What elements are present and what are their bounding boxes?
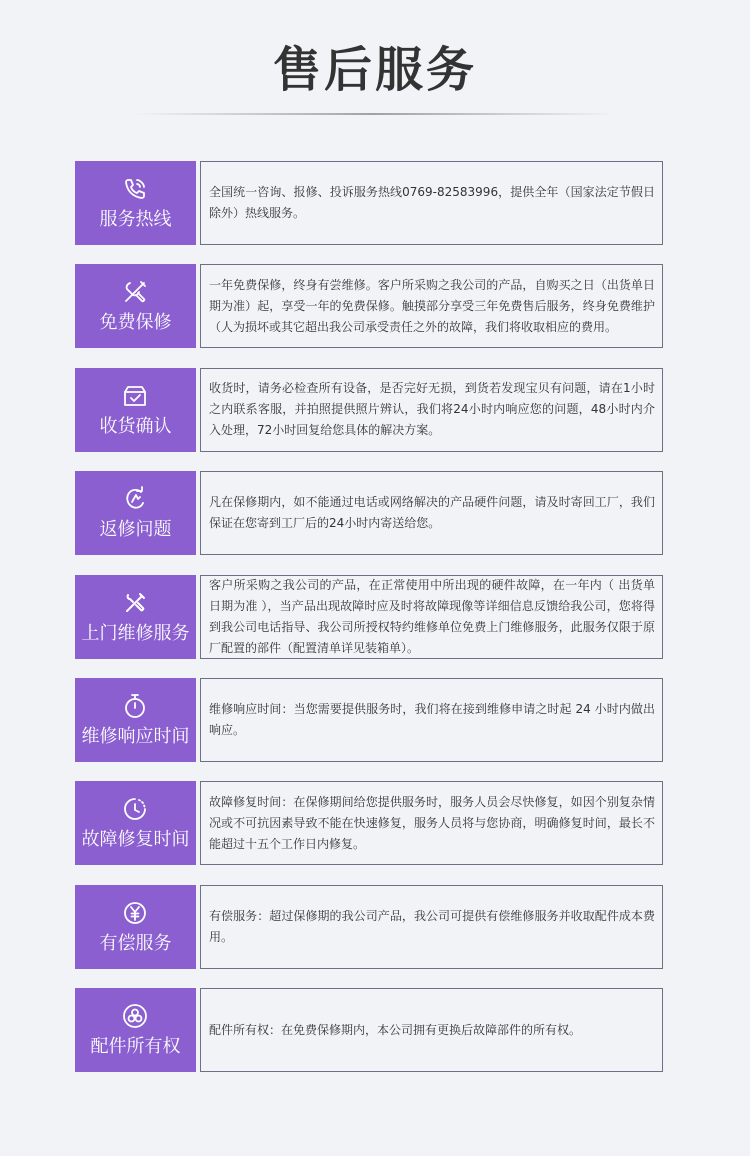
service-label: 返修问题 — [99, 519, 172, 541]
service-row-free-warranty — [75, 264, 663, 348]
box-check-icon — [121, 382, 149, 410]
service-description-box — [200, 678, 663, 762]
service-label: 收货确认 — [99, 415, 172, 437]
service-label-box — [75, 678, 196, 762]
service-label: 维修响应时间 — [81, 725, 190, 747]
parts-icon — [121, 1002, 149, 1030]
service-description: 维修响应时间：当您需要提供服务时，我们将在接到维修申请之时起 24 小时内做出响应。 — [209, 701, 655, 737]
service-label-box — [75, 161, 196, 245]
service-description: 有偿服务：超过保修期的我公司产品，我公司可提供有偿维修服务并收取配件成本费用。 — [209, 908, 655, 944]
service-description: 全国统一咨询、报修、投诉服务热线0769-82583996，提供全年（国家法定节假日除外）热线服务。 — [209, 185, 655, 220]
service-description-box — [200, 471, 663, 555]
phone-icon — [121, 175, 149, 203]
service-label-box — [75, 885, 196, 969]
yen-icon — [121, 899, 149, 927]
service-label: 故障修复时间 — [81, 829, 190, 851]
service-label: 服务热线 — [99, 209, 172, 230]
service-label: 上门维修服务 — [81, 622, 190, 644]
service-description: 凡在保修期内，如不能通过电话或网络解决的产品硬件问题，请及时寄回工厂，我们保证在您寄到工厂后的24小时内寄送给您。 — [209, 495, 655, 531]
service-row-repair-time — [75, 781, 663, 865]
service-description-box — [200, 575, 663, 659]
service-label: 免费保修 — [99, 312, 172, 334]
service-description-box — [200, 988, 663, 1072]
service-description-box — [200, 161, 663, 245]
service-row-hotline — [75, 161, 663, 245]
service-description: 收货时，请务必检查所有设备，是否完好无损，到货若发现宝贝有问题，请在1小时之内联系客服，并拍照提供照片辨认，我们将24小时内响应您的问题，48小时内介入处理，72小时回复给您具体的解决方案。 — [209, 381, 655, 438]
page-title: 售后服务 — [272, 42, 477, 98]
service-description-box — [200, 264, 663, 348]
service-description: 一年免费保修，终身有尝维修。客户所采购之我公司的产品，自购买之日（出货单日期为准）起，享受一年的免费保修。触摸部分享受三年免费售后服务，终身免费维护（人为损坏或其它超出我公司承受责任之外的故障，我们将收取相应的费用。 — [209, 277, 655, 334]
service-row-onsite-repair — [75, 575, 663, 659]
service-description-box — [200, 781, 663, 865]
service-label-box — [75, 988, 196, 1072]
service-label-box — [75, 264, 196, 348]
service-row-paid-service — [75, 885, 663, 969]
service-description: 客户所采购之我公司的产品，在正常使用中所出现的硬件故障，在一年内（ 出货单日期为准 ），当产品出现故障时应及时将故障现像等详细信息反馈给我公司，您将得到我公司电话指导、我公司所授权特约维修单位免费上门维修服务，此服务仅限于原厂配置的部件（配置清单详见装箱单）。 — [209, 577, 655, 655]
service-label-box — [75, 368, 196, 452]
service-label: 配件所有权 — [90, 1036, 181, 1058]
service-description-box — [200, 885, 663, 969]
service-description-box — [200, 368, 663, 452]
service-label: 有偿服务 — [99, 932, 172, 954]
service-row-response-time — [75, 678, 663, 762]
wrench-screwdriver-icon — [121, 589, 149, 617]
service-description: 配件所有权：在免费保修期内，本公司拥有更换后故障部件的所有权。 — [209, 1022, 582, 1037]
return-icon — [121, 485, 149, 513]
service-row-parts-ownership — [75, 988, 663, 1072]
service-label-box — [75, 781, 196, 865]
tools-icon — [121, 278, 149, 306]
service-row-repair-return — [75, 471, 663, 555]
service-label-box — [75, 471, 196, 555]
service-description: 故障修复时间：在保修期间给您提供服务时，服务人员会尽快修复，如因个别复杂情况或不可抗因素导致不能在快速修复，服务人员将与您协商，明确修复时间，最长不能超过十五个工作日内修复。 — [209, 794, 655, 851]
clock-icon — [121, 795, 149, 823]
service-list — [75, 161, 663, 1092]
service-row-receipt-confirmation — [75, 368, 663, 452]
title-divider — [135, 113, 615, 115]
stopwatch-icon — [121, 692, 149, 720]
service-label-box — [75, 575, 196, 659]
